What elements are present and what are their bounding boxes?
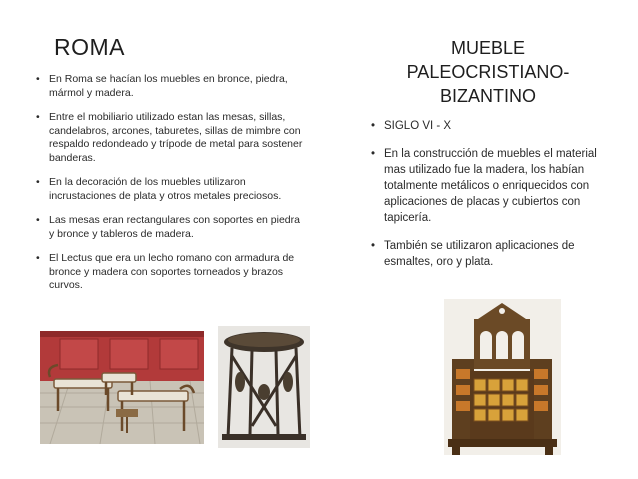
- roma-bullet-furniture-types: • Entre el mobiliario utilizado estan las mesas, sillas, candelabros, arcones, taburetes, sillas de mimbre con respaldo redondeado y trípode de metal para sostener banderas.: [36, 111, 308, 165]
- roman-room-image: [40, 331, 204, 444]
- roma-title: ROMA: [54, 34, 125, 60]
- roma-bullet-decoration: • En la decoración de los muebles utilizaron incrustaciones de plata y otros metales preciosos.: [36, 176, 308, 203]
- roma-bullet-lectus: • El Lectus que era un lecho romano con armadura de bronce y madera con soportes torneados y brazos curvos.: [36, 252, 308, 293]
- bizantino-title: MUEBLE PALEOCRISTIANO-BIZANTINO: [406, 38, 570, 106]
- byzantine-throne-image: [444, 299, 561, 455]
- bizantino-bullet-list: [371, 118, 621, 282]
- bizantino-bullet-century: • SIGLO VI - X: [371, 118, 621, 134]
- bizantino-bullet-materials: • En la construcción de muebles el material mas utilizado fue la madera, los habían totalmente metálicos o enriquecidos con aplicaciones de placas y cubiertos con tapicería.: [371, 146, 621, 226]
- roma-bullet-tables: • Las mesas eran rectangulares con soportes en piedra y bronce y tableros de madera.: [36, 214, 308, 241]
- roma-bullet-list: [36, 73, 308, 304]
- roma-bullet-materials: • En Roma se hacían los muebles en bronce, piedra, mármol y madera.: [36, 73, 308, 100]
- roman-bronze-stool-image: [218, 326, 310, 448]
- bizantino-bullet-decoration: • También se utilizaron aplicaciones de esmaltes, oro y plata.: [371, 238, 621, 270]
